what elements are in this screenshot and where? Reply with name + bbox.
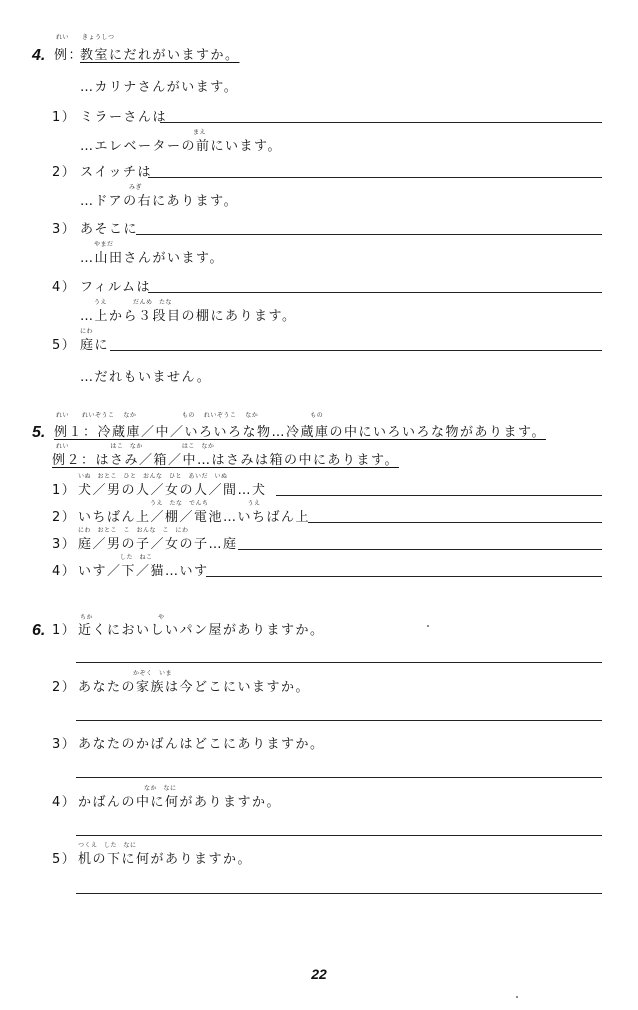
section-6-item-2-number: 2） <box>52 680 77 695</box>
section-6-item-1-answer-line[interactable] <box>76 662 602 663</box>
section-4-item-5-ruby: にわ <box>80 328 94 335</box>
section-4-item-3-prompt: あそこに <box>80 222 139 237</box>
section-4-example-answer: …カリナさんがいます。 <box>80 80 239 95</box>
section-4-item-4-prompt: フィルムは <box>80 280 151 295</box>
section-5-item-3-number: 3） <box>52 537 77 552</box>
scan-speck <box>516 996 518 998</box>
section-4-example-question: 教室にだれがいますか。 <box>80 48 240 63</box>
section-6-item-1-number: 1） <box>52 623 77 638</box>
section-4-item-4-number: 4） <box>52 280 77 295</box>
section-5-item-1-ruby: いぬ おとこ ひと おんな ひと あいだ いぬ <box>78 473 228 480</box>
section-4-example-label: 例： <box>54 48 84 63</box>
section-4-item-1-answer-line[interactable] <box>160 122 602 123</box>
section-5-item-1-prompt: 犬／男の人／女の人／間…犬 <box>78 483 267 498</box>
section-5-item-1-number: 1） <box>52 483 77 498</box>
section-6-item-1-ruby: ちか や <box>80 614 165 621</box>
page-number: 22 <box>311 966 327 982</box>
section-5-item-3-ruby: にわ おとこ こ おんな こ にわ <box>78 527 189 534</box>
section-4-item-1-answer: …エレベーターの前にいます。 <box>80 139 282 154</box>
section-5-item-4-answer-line[interactable] <box>206 576 602 577</box>
section-5-item-3-answer-line[interactable] <box>238 549 602 550</box>
section-6-item-5-ruby: つくえ した なに <box>78 842 137 849</box>
section-6-number: 6. <box>32 622 46 639</box>
section-5-example-2-ruby: れい はこ なか はこ なか <box>56 443 215 450</box>
section-5-item-4-number: 4） <box>52 564 77 579</box>
section-4-item-4-answer: …上から３段目の棚にあります。 <box>80 309 297 324</box>
section-6-item-4-question: かばんの中に何がありますか。 <box>78 795 282 810</box>
section-4-item-1-ruby: まえ <box>193 129 207 136</box>
section-4-item-3-answer-line[interactable] <box>136 234 602 235</box>
section-6-item-4-ruby: なか なに <box>144 785 177 792</box>
section-6-item-5-question: 机の下に何がありますか。 <box>78 852 253 867</box>
section-4-item-5-prompt: 庭に <box>80 338 110 353</box>
section-6-item-5-answer-line[interactable] <box>76 893 602 894</box>
section-4-item-4-answer-line[interactable] <box>148 292 602 293</box>
section-4-item-2-answer: …ドアの右にあります。 <box>80 194 239 209</box>
section-5-example-2: 例２：はさみ／箱／中…はさみは箱の中にあります。 <box>52 453 399 468</box>
ruby-rei: れい <box>56 34 70 41</box>
section-4-item-5-answer: …だれもいません。 <box>80 370 212 385</box>
section-4-item-2-ruby: みぎ <box>129 184 143 191</box>
section-5-number: 5. <box>32 424 46 441</box>
section-4-item-4-ruby: うえ だんめ たな <box>94 299 173 306</box>
section-4-item-5-answer-line[interactable] <box>110 350 602 351</box>
section-6-item-2-answer-line[interactable] <box>76 720 602 721</box>
section-5-example-1-ruby: れい れいぞうこ なか もの れいぞうこ なか もの <box>56 412 324 419</box>
section-4-number: 4. <box>32 47 46 64</box>
section-5-item-4-prompt: いす／下／猫…いす <box>78 564 209 579</box>
section-5-item-2-prompt: いちばん上／棚／電池…いちばん上 <box>78 510 311 525</box>
section-6-item-1-question: 近くにおいしいパン屋がありますか。 <box>78 623 325 638</box>
section-5-item-3-prompt: 庭／男の子／女の子…庭 <box>78 537 238 552</box>
section-6-item-3-question: あなたのかばんはどこにありますか。 <box>78 737 325 752</box>
section-4-item-3-number: 3） <box>52 222 77 237</box>
section-6-item-2-question: あなたの家族は今どこにいますか。 <box>78 680 311 695</box>
section-4-item-2-number: 2） <box>52 165 77 180</box>
section-6-item-4-number: 4） <box>52 795 77 810</box>
section-5-item-2-answer-line[interactable] <box>308 522 602 523</box>
section-5-item-2-number: 2） <box>52 510 77 525</box>
section-4-item-3-answer: …山田さんがいます。 <box>80 251 224 266</box>
section-6-item-4-answer-line[interactable] <box>76 835 602 836</box>
section-6-item-5-number: 5） <box>52 852 77 867</box>
scan-speck <box>427 625 429 627</box>
ruby-kyoushitsu: きょうしつ <box>82 34 115 41</box>
section-4-item-3-ruby: やまだ <box>94 241 114 248</box>
section-5-item-4-ruby: した ねこ <box>120 554 153 561</box>
section-4-item-1-number: 1） <box>52 110 77 125</box>
section-5-item-2-ruby: うえ たな でんち うえ <box>150 500 261 507</box>
section-6-item-2-ruby: かぞく いま <box>133 670 173 677</box>
section-4-item-1-prompt: ミラーさんは <box>80 110 168 125</box>
section-5-example-1: 例１：冷蔵庫／中／いろいろな物…冷蔵庫の中にいろいろな物があります。 <box>54 425 546 440</box>
section-6-item-3-number: 3） <box>52 737 77 752</box>
section-6-item-3-answer-line[interactable] <box>76 777 602 778</box>
section-4-item-2-prompt: スイッチは <box>80 165 152 180</box>
section-5-item-1-answer-line[interactable] <box>276 495 602 496</box>
section-4-item-5-number: 5） <box>52 338 77 353</box>
section-4-item-2-answer-line[interactable] <box>148 177 602 178</box>
